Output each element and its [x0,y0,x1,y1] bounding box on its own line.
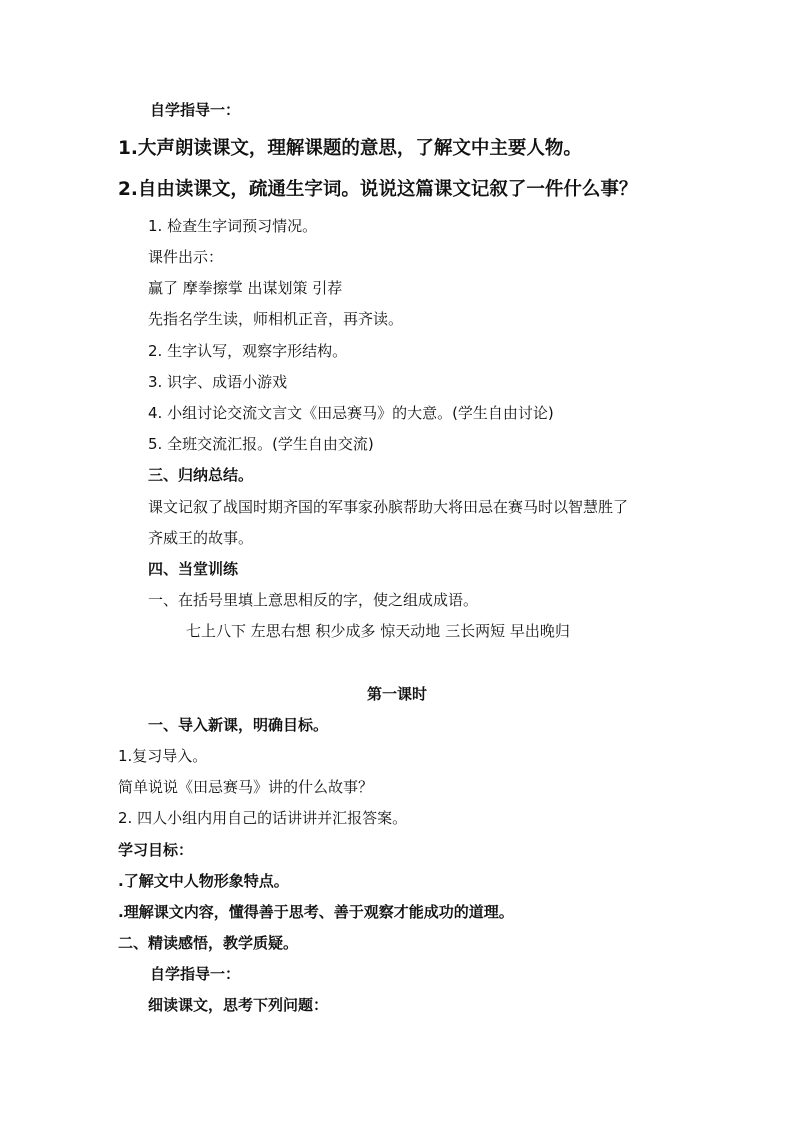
goals-heading: 学习目标： [118,841,194,859]
guide-title-2: 自学指导一： [150,965,241,983]
step-4: 4. 小组讨论交流文言文《田忌赛马》的大意。(学生自由讨论) [148,404,554,422]
intro-heading: 一、导入新课，明确目标。 [148,716,329,734]
summary-line-2: 齐威王的故事。 [148,529,254,547]
goal-2: .理解课文内容，懂得善于思考、善于观察才能成功的道理。 [118,903,514,921]
practice-item: 一、在括号里填上意思相反的字，使之组成成语。 [148,591,479,609]
read-instruction: 先指名学生读，师相机正音，再齐读。 [148,310,404,328]
lesson-title: 第一课时 [366,685,427,703]
summary-line-1: 课文记叙了战国时期齐国的军事家孙膑帮助大将田忌在赛马时以智慧胜了 [148,498,629,516]
practice-heading: 四、当堂训练 [148,560,239,578]
vocab-words: 赢了 摩拳擦掌 出谋划策 引荐 [148,279,343,297]
guide-title-1: 自学指导一： [150,101,241,119]
step-3: 3. 识字、成语小游戏 [148,373,288,391]
step-1: 1. 检查生字词预习情况。 [148,217,318,235]
courseware-label: 课件出示： [148,248,224,266]
group-step: 2. 四人小组内用自己的话讲讲并汇报答案。 [118,809,408,827]
review-step: 1.复习导入。 [118,747,208,765]
task-1: 1.大声朗读课文，理解课题的意思，了解文中主要人物。 [118,138,582,159]
step-2: 2. 生字认写，观察字形结构。 [148,342,348,360]
story-question: 简单说说《田忌赛马》讲的什么故事？ [118,778,374,796]
task-2: 2.自由读课文，疏通生字词。说说这篇课文记叙了一件什么事？ [118,179,638,200]
guide-text: 细读课文，思考下列问题： [148,996,329,1014]
read-heading: 二、精读感悟，教学质疑。 [118,934,299,952]
step-5: 5. 全班交流汇报。(学生自由交流) [148,435,374,453]
goal-1: .了解文中人物形象特点。 [118,872,289,890]
summary-heading: 三、归纳总结。 [148,466,254,484]
idiom-list: 七上八下 左思右想 积少成多 惊天动地 三长两短 早出晚归 [186,622,570,640]
